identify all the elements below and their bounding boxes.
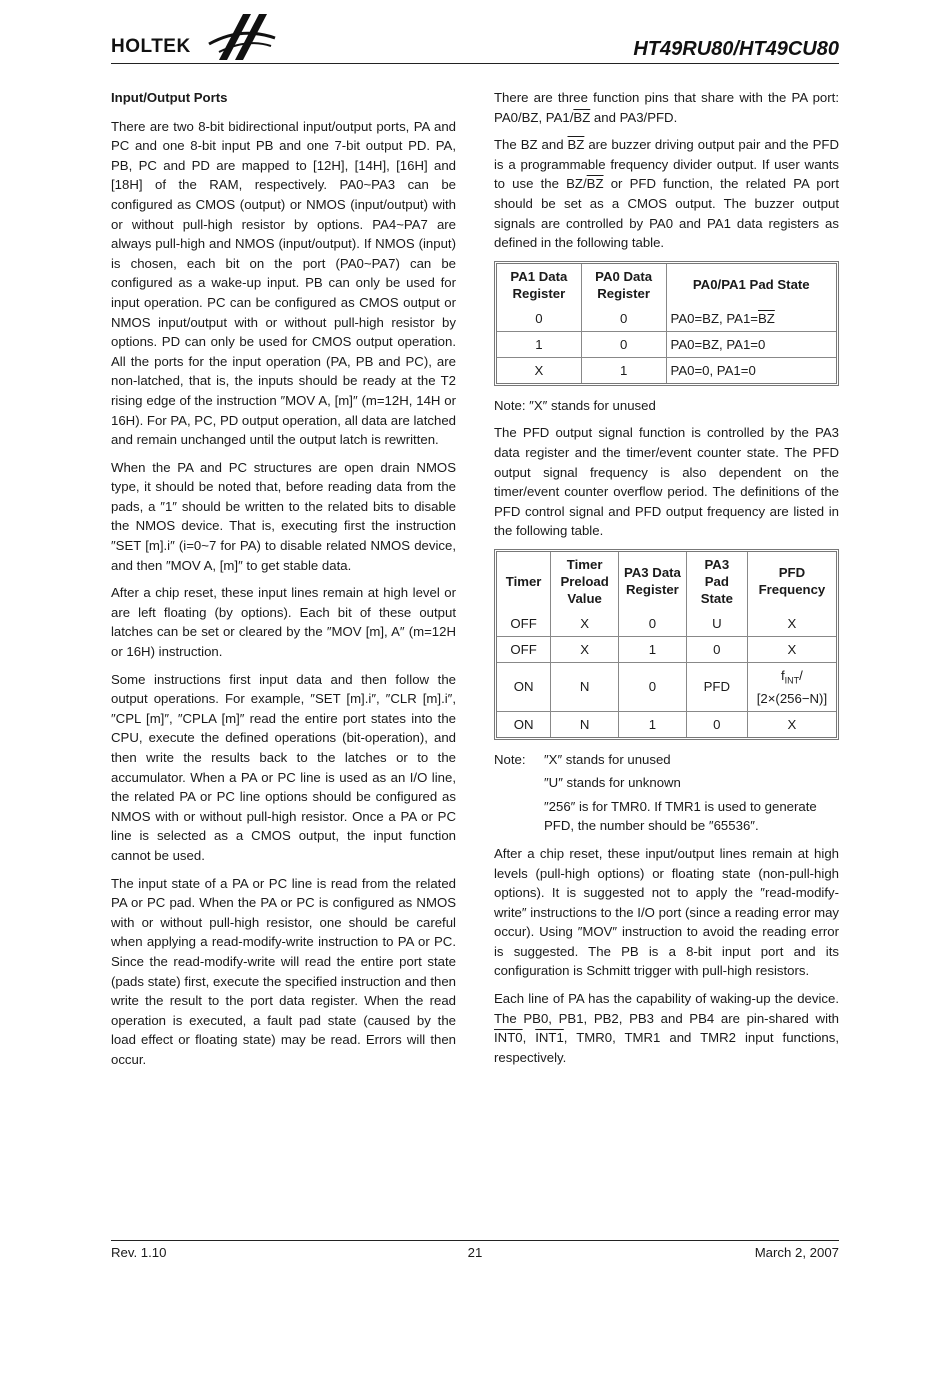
pfd-frequency-formula [748,663,836,712]
table-notes [494,750,839,836]
table-cell: PA0=0, PA1=0 [670,362,756,378]
document-title: HT49RU80/HT49CU80 [633,38,839,60]
table-cell: X [497,358,582,383]
left-column [111,88,456,1078]
table-cell: 1 [619,712,687,737]
table-header: PA3 Pad State [687,552,748,611]
table-cell: X [551,611,619,637]
table-cell: 0 [619,663,687,712]
text-run: Each line of PA has the capability of waking-up the device. The PB0, PB1, PB2, PB3 and PB4 are pin-shared with [494,991,839,1026]
table-cell: 0 [582,332,667,358]
overline-text: $\overline{BZ}$ [586,176,604,192]
paragraph: Some instructions first input data and then follow the output operations. For example, ″SET [m].i″, ″CLR [m].i″, ″CPL [m]″, ″CPLA [m]″ read the entire port states into the CPU, execute the defined operations (bit-operation), and then write the results back to the latches or to the accumulator. When a PA or PC line is used as an I/O line, the related PA or PC line options should be configured as NMOS with or without pull-high resistor. Once a PA or PC line is selected as a CMOS output, the input function cannot be used. [111,671,456,863]
note-label: Note: [494,751,526,767]
table-header: Timer [497,552,551,611]
table-cell: 1 [582,358,667,383]
overline-text: INT1 [535,1030,564,1046]
table-header: Timer Preload Value [551,552,619,611]
table-header: PFD Frequency [758,565,826,598]
table-cell: 1 [497,332,582,358]
holtek-logo-mark-icon [205,8,277,64]
table-cell: N [551,712,619,737]
paragraph: After a chip reset, these input lines remain at high level or are left floating (by options). Each bit of these output latches can be set or cleared by the ″MOV [m], A″ (m=12H or 16H) instruction. [111,585,456,660]
paragraph: There are two 8-bit bidirectional input/output ports, PA and PC and one 8-bit input PB and one 7-bit output PD. PA, PB, PC and PD are mapped to [12H], [14H], [16H] and [18H] of the RAM, respectively. PA0~PA3 can be configured as CMOS (output) or NMOS (input/output) with or without pull-high resistor by options. PA4~PA7 are always pull-high and NMOS (input/output). If NMOS (input) is chosen, each bit on the port (PA0~PA7) can be configured as a wake-up input. PB can only be used for input operation. PC can be configured as CMOS output or NMOS input/output with or without pull-high resistor by options. PD can only be used for CMOS output operation. All the ports for the input operation (PA, PB and PC), are non-latched, that is, the inputs should be ready at the T2 rising edge of the instruction ″MOV A, [m]″ (m=12H, 14H or 16H). For PA, PC, PD output operation, all data are latched and remain unchanged until the output latch is rewritten. [111,118,457,448]
overline-text: INT0 [494,1030,523,1046]
table-row [497,358,836,383]
text-run: / [799,667,803,683]
table-row [497,611,836,637]
table-header: PA0/PA1 Pad State [692,277,810,293]
note-item: ″X″ stands for unused [544,751,671,767]
table-row [497,712,836,737]
revision: Rev. 1.10 [111,1245,167,1260]
pfd-control-table [494,549,839,740]
table-cell: 1 [619,637,687,663]
paragraph: After a chip reset, these input/output lines remain at high levels (pull-high options) or floating state (non-pull-high options). It is suggested not to apply the ″read-modify-write″ instructions to the I/O port (since a reading error may occur). Using ″MOV″ instruction to avoid the reading error is suggested. The PB is a 8-bit input port and its configuration is Schmitt trigger with pull-high resistors. [494,845,839,979]
table-row [497,663,836,712]
overline-text: $\overline{BZ}$ [567,137,585,153]
table-cell [667,306,837,332]
buzzer-state-table [494,261,839,386]
table-cell: X [551,637,619,663]
table-row [497,637,836,663]
text-run: and PA3/PFD. [590,109,678,125]
table-cell: N [551,663,619,712]
text-run: There are three function pins that share with the PA port: PA0/BZ, PA1/ [494,90,839,125]
overline-text: $\overline{BZ}$ [757,310,775,326]
publish-date: March 2, 2007 [754,1245,839,1260]
right-column [494,88,839,1075]
paragraph: The input state of a PA or PC line is read from the related PA or PC pad. When the PA or PC is configured as NMOS with or without pull-high resistor, one should be careful when applying a read-modify-write instruction to PA or PC. Since the read-modify-write will read the entire port state (pads state) first, execute the specified instruction and then write the result to the port data register. When the read operation is executed, a fault pad state (caused by the load effect or floating state) may be read. Errors will then occur. [111,875,456,1067]
table-cell: X [787,716,797,732]
section-title: Input/Output Ports [111,90,228,105]
logo-text: HOLTEK [111,36,191,57]
table-header: PA3 Data Register [619,552,687,611]
table-cell: U [687,611,748,637]
holtek-logo [111,8,281,64]
text-run: f [781,667,785,683]
table-cell: OFF [497,611,551,637]
table-row [497,306,836,332]
header-divider [111,63,839,64]
table-cell: X [748,637,836,663]
text-run: [2×(256−N)] [756,690,828,706]
text-run: or PFD function, the related PA port should be set as a CMOS output. The buzzer output signals are controlled by PA0 and PA1 data registers as defined in the following table. [494,176,839,251]
text-run: are buzzer driving output pair and the PFD is a programmable frequency divider output. If user wants to use the BZ/ [494,137,839,192]
table-cell: 0 [687,637,748,663]
text-run: , [522,1030,536,1046]
paragraph: When the PA and PC structures are open drain NMOS type, it should be noted that, before reading data from the pads, a ″1″ should be written to the related bits to disable the NMOS device. That is, executing first the instruction ″SET [m].i″ (i=0~7 for PA) to disable related NMOS device, and then ″MOV A, [m]″ to get stable data. [111,459,456,573]
table-cell: 0 [619,611,687,637]
table-row [497,332,836,358]
paragraph: The PFD output signal function is controlled by the PA3 data register and the timer/event counter state. The PFD output signal frequency is also dependent on the timer/event counter overflow period. The definitions of the PFD control signal and PFD output frequency are listed in the following table. [494,425,839,539]
page-header [111,8,839,66]
note-item: ″U″ stands for unknown [544,775,681,791]
text-run: , TMR0, TMR1 and TMR2 input functions, respectively. [494,1030,839,1065]
paragraph [494,135,839,253]
text-run: PA0=BZ, PA1= [670,310,758,326]
table-cell: PFD [687,663,748,712]
table-cell: 0 [687,712,748,737]
table-header: PA1 Data Register [497,264,582,306]
table-cell: 0 [582,306,667,332]
table-header: PA0 Data Register [582,264,667,306]
subscript: INT [784,675,800,686]
table-cell: PA0=BZ, PA1=0 [667,332,837,358]
table-cell: X [748,611,836,637]
paragraph [494,989,839,1067]
paragraph [494,88,839,127]
note-item: ″256″ is for TMR0. If TMR1 is used to generate PFD, the number should be ″65536″. [544,798,817,834]
overline-text: $\overline{BZ}$ [573,109,591,125]
page-number: 21 [467,1245,483,1260]
table-cell: ON [497,712,551,737]
text-run: The BZ and [494,137,568,153]
table-cell: 0 [497,306,582,332]
table-note: Note: ″X″ stands for unused [494,397,656,413]
table-cell: ON [497,663,551,712]
table-cell: OFF [497,637,551,663]
footer-divider [111,1240,839,1241]
